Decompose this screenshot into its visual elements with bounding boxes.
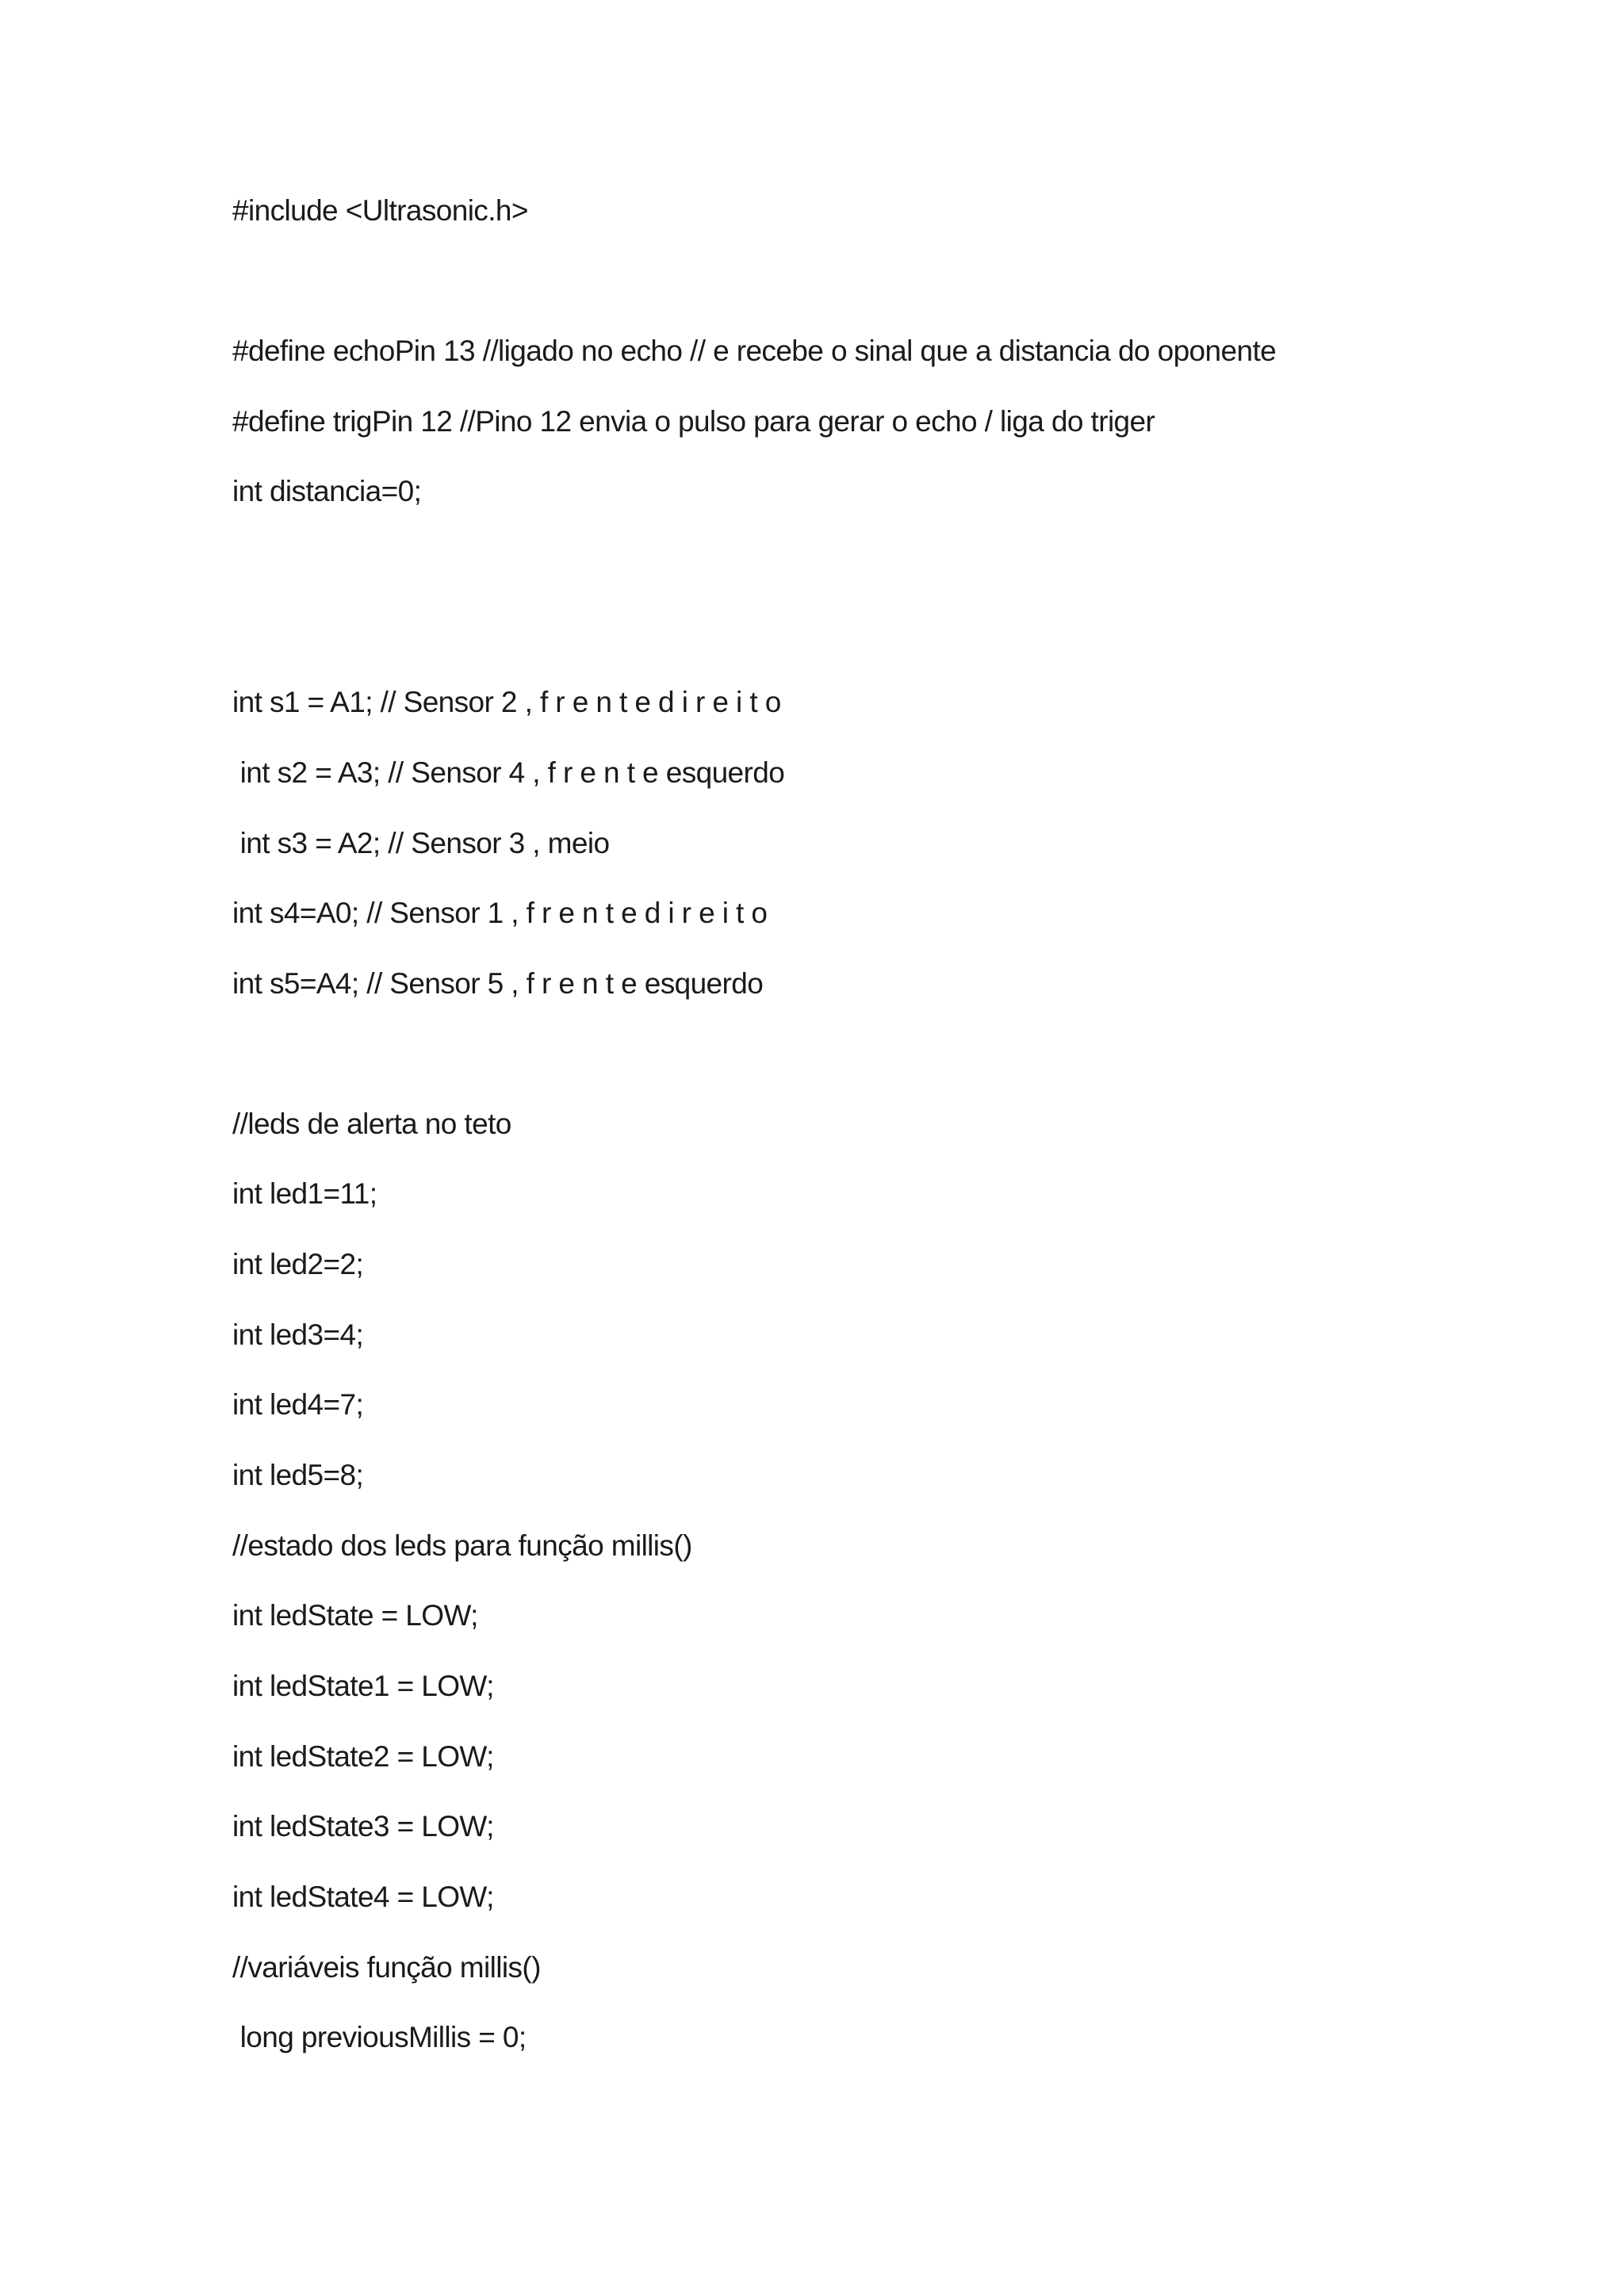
code-line-define-echo: #define echoPin 13 //ligado no echo // e recebe o sinal que a distancia do oponente: [232, 335, 1277, 367]
code-line-s3: int s3 = A2; // Sensor 3 , meio: [232, 827, 610, 859]
code-line-s5: int s5=A4; // Sensor 5 , f r e n t e esquerdo: [232, 967, 764, 1000]
code-line-ledstate4: int ledState4 = LOW;: [232, 1881, 494, 1913]
code-line-define-trig: #define trigPin 12 //Pino 12 envia o pulso para gerar o echo / liga do triger: [232, 405, 1155, 438]
code-line-s4: int s4=A0; // Sensor 1 , f r e n t e d i r e i t o: [232, 897, 768, 929]
code-line-ledstate1: int ledState1 = LOW;: [232, 1670, 494, 1702]
code-line-led5: int led5=8;: [232, 1459, 364, 1491]
code-line-led3: int led3=4;: [232, 1318, 364, 1351]
code-line-comment-leds: //leds de alerta no teto: [232, 1108, 511, 1140]
code-line-comment-variaveis: //variáveis função millis(): [232, 1951, 541, 1984]
code-line-ledstate: int ledState = LOW;: [232, 1599, 478, 1632]
code-line-led4: int led4=7;: [232, 1388, 364, 1421]
code-line-include: #include <Ultrasonic.h>: [232, 194, 528, 227]
code-line-led1: int led1=11;: [232, 1177, 377, 1210]
code-line-comment-estado: //estado dos leds para função millis(): [232, 1529, 692, 1562]
code-line-led2: int led2=2;: [232, 1248, 364, 1280]
code-line-ledstate2: int ledState2 = LOW;: [232, 1740, 494, 1773]
code-line-s2: int s2 = A3; // Sensor 4 , f r e n t e esquerdo: [232, 756, 785, 789]
code-line-ledstate3: int ledState3 = LOW;: [232, 1810, 494, 1843]
code-line-s1: int s1 = A1; // Sensor 2 , f r e n t e d i r e i t o: [232, 686, 781, 718]
code-line-distancia: int distancia=0;: [232, 475, 422, 507]
code-line-previousmillis: long previousMillis = 0;: [232, 2021, 527, 2053]
